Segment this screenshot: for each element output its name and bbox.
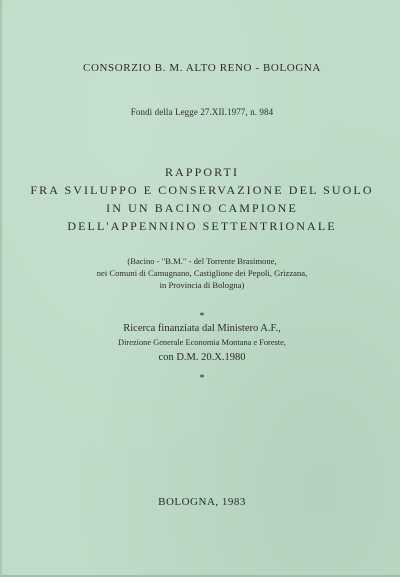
separator-asterisk-bottom: *: [199, 373, 205, 384]
publisher-name: CONSORZIO B. M. ALTO RENO - BOLOGNA: [83, 62, 321, 74]
research-decree: con D.M. 20.X.1980: [158, 352, 246, 363]
funding-law: Fondi della Legge 27.XII.1977, n. 984: [130, 107, 274, 117]
title-line-1: RAPPORTI: [164, 165, 240, 179]
title-line-4: DELL'APPENNINO SETTENTRIONALE: [67, 219, 337, 233]
subtitle-line-1: (Bacino - "B.M." - del Torrente Brasimone,: [127, 256, 277, 266]
research-directorate: Direzione Generale Economia Montana e Foreste,: [118, 338, 286, 347]
subtitle-line-3: in Provincia di Bologna): [159, 280, 245, 290]
research-funding: Ricerca finanziata dal Ministero A.F.,: [123, 323, 281, 334]
title-line-3: IN UN BACINO CAMPIONE: [106, 201, 298, 215]
title-line-2: FRA SVILUPPO E CONSERVAZIONE DEL SUOLO: [30, 183, 374, 197]
place-and-year: BOLOGNA, 1983: [158, 496, 246, 508]
separator-asterisk-top: *: [199, 311, 205, 322]
subtitle-line-2: nei Comuni di Camugnano, Castiglione dei Pepoli, Grizzana,: [96, 268, 308, 278]
